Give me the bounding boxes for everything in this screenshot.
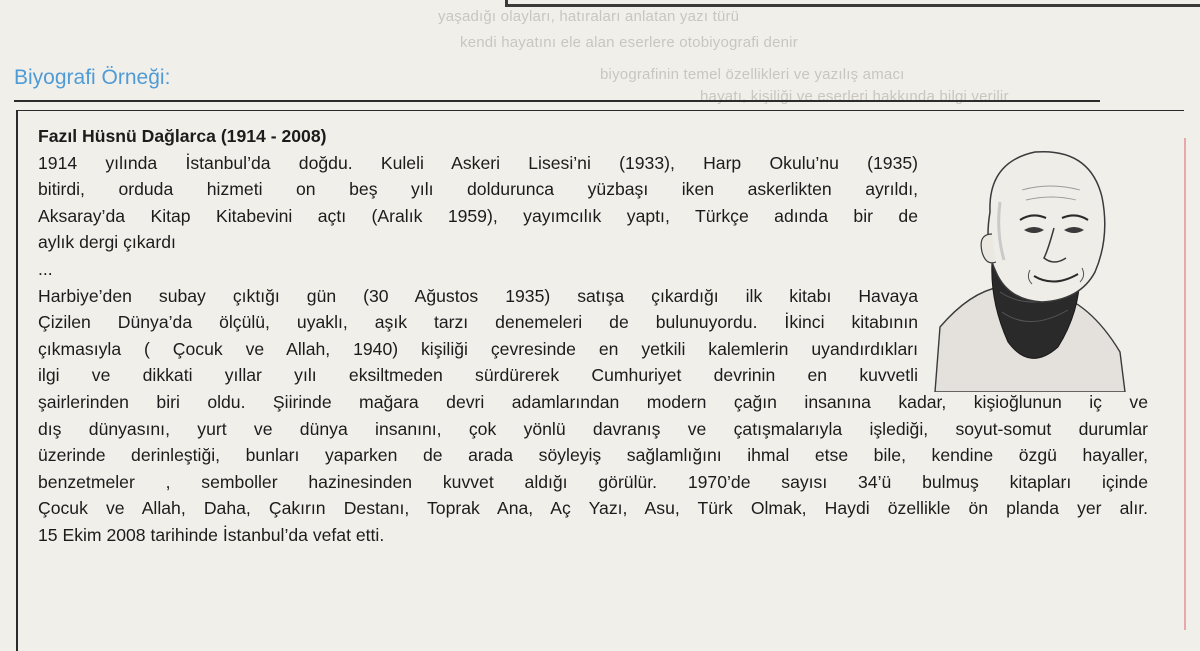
biography-line: bitirdi, orduda hizmeti on beş yılı doldurunca yüzbaşı iken askerlikten ayrıldı,	[38, 179, 918, 200]
biography-line: üzerinde derinleştiği, bunları yaparken de arada söyleyiş sağlamlığını ihmal etse bile, kendine özgü hayaller,	[38, 445, 1148, 466]
biography-line: 1914 yılında İstanbul’da doğdu. Kuleli Askeri Lisesi’ni (1933), Harp Okulu’nu (1935)	[38, 152, 918, 173]
bleed-through-text: biyografinin temel özellikleri ve yazılış amacı	[600, 66, 905, 83]
heading-divider	[14, 100, 1100, 102]
bleed-through-text: yaşadığı olayları, hatıraları anlatan yazı türü	[438, 8, 740, 25]
biography-title: Fazıl Hüsnü Dağlarca (1914 - 2008)	[38, 126, 327, 146]
biography-line: 15 Ekim 2008 tarihinde İstanbul’da vefat etti.	[38, 524, 385, 545]
biography-line: şairlerinden biri oldu. Şiirinde mağara devri adamlarından modern çağın insanına kadar, kişioğlunun iç ve	[38, 391, 1148, 412]
biography-line: ilgi ve dikkati yıllar yılı eksiltmeden sürdürerek Cumhuriyet devrinin en kuvvetli	[38, 365, 918, 386]
bleed-through-text: kendi hayatını ele alan eserlere otobiyografi denir	[460, 34, 798, 51]
biography-line: Çocuk ve Allah, Daha, Çakırın Destanı, Toprak Ana, Aç Yazı, Asu, Türk Olmak, Haydi özellikle ön planda yer alır.	[38, 498, 1148, 519]
biography-line: dış dünyasını, yurt ve dünya insanını, çok yönlü davranış ve çatışmalarıyla işlediği, soyut-somut durumlar	[38, 418, 1148, 439]
biography-line: Aksaray’da Kitap Kitabevini açtı (Aralık 1959), yayımcılık yaptı, Türkçe adında bir de	[38, 205, 918, 226]
top-frame-edge	[505, 0, 1200, 7]
biography-line: çıkmasıyla ( Çocuk ve Allah, 1940) kişiliği çevresinde en yetkili kalemlerin uyandırdıkları	[38, 338, 918, 359]
portrait-sketch-image	[930, 142, 1130, 392]
biography-line: aylık dergi çıkardı	[38, 232, 176, 253]
section-heading: Biyografi Örneği:	[14, 66, 171, 89]
biography-line: benzetmeler , semboller hazinesinden kuvvet aldığı görülür. 1970’de sayısı 34’ü bulmuş kitapları içinde	[38, 471, 1148, 492]
biography-ellipsis: ...	[38, 258, 53, 279]
bleed-through-text: hayatı, kişiliği ve eserleri hakkında bilgi verilir	[700, 88, 1009, 105]
biography-line: Çizilen Dünya’da ölçülü, uyaklı, aşık tarzı denemeleri de bulunuyordu. İkinci kitabının	[38, 312, 918, 333]
margin-red-rule	[1184, 138, 1186, 630]
biography-line: Harbiye’den subay çıktığı gün (30 Ağustos 1935) satışa çıkardığı ilk kitabı Havaya	[38, 285, 918, 306]
